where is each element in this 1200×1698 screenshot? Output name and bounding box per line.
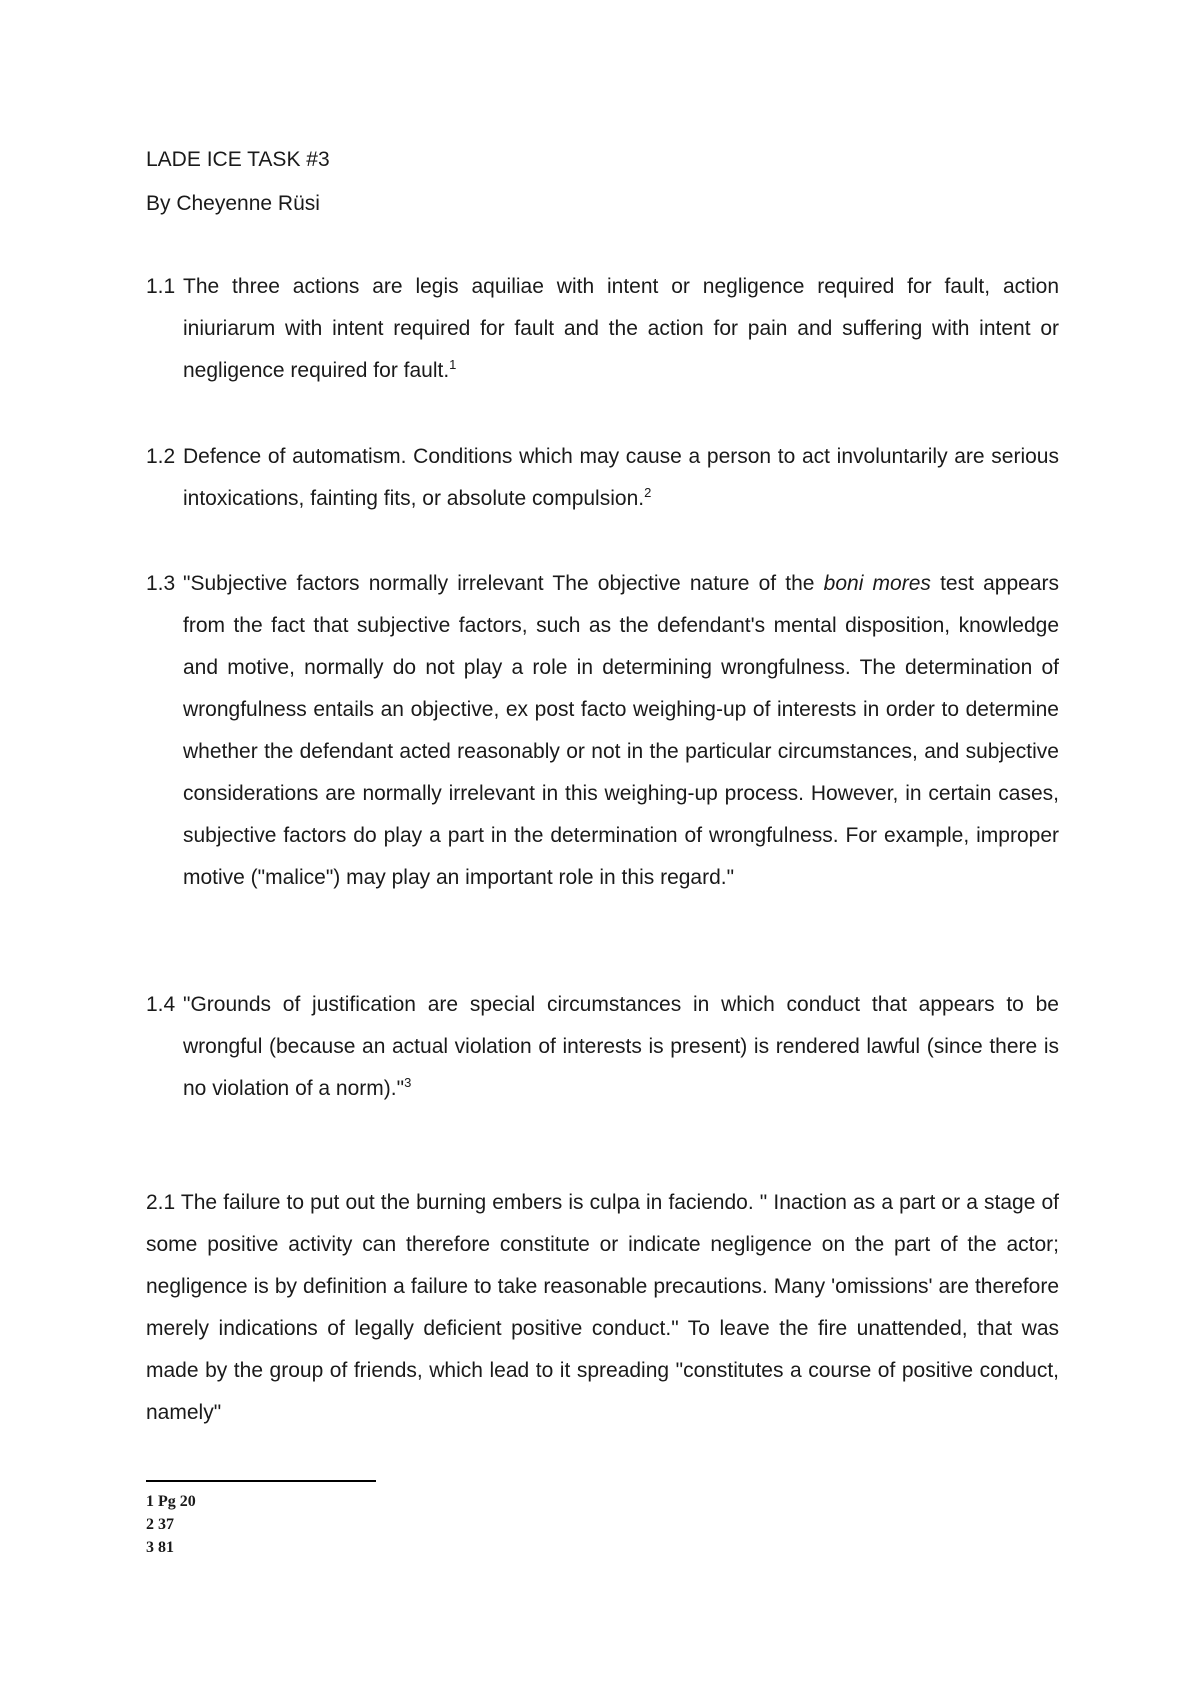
footnote-ref: 2 (644, 485, 652, 500)
footnote-separator (146, 1480, 376, 1482)
item-text-before: "Subjective factors normally irrelevant The objective nature of the (183, 572, 824, 595)
list-item-1-1 (146, 266, 1059, 392)
list-item-1-4 (146, 984, 1059, 1110)
section-2-paragraph: 2.1 The failure to put out the burning embers is culpa in faciendo. " Inaction as a part or a stage of some positive activity can therefore constitute or indicate negligence on the part of the actor; negligence is by definition a failure to take reasonable precautions. Many 'omissions' are therefore merely indications of legally deficient positive conduct." To leave the fire unattended, that was made by the group of friends, which lead to it spreading "constitutes a course of positive conduct, namely" (146, 1191, 1059, 1424)
footnotes (146, 1490, 196, 1559)
footnote-number: 2 (146, 1516, 154, 1533)
footnote-number: 1 (146, 1493, 154, 1510)
item-text-content: The three actions are legis aquiliae with intent or negligence required for fault, action iniuriarum with intent required for fault and the action for pain and suffering with intent or negligence required for fault. (183, 275, 1059, 382)
footnote-2 (146, 1513, 196, 1536)
item-text-content: Defence of automatism. Conditions which may cause a person to act involuntarily are serious intoxications, fainting fits, or absolute compulsion. (183, 445, 1059, 510)
document-title: LADE ICE TASK #3 (146, 148, 330, 171)
footnote-text: 81 (158, 1539, 174, 1556)
item-number: 1.3 (146, 572, 176, 595)
item-number: 1.2 (146, 445, 176, 468)
item-text-after: test appears from the fact that subjective factors, such as the defendant's mental disposition, knowledge and motive, normally do not play a role in determining wrongfulness. The determination of wrongfulness entails an objective, ex post facto weighing-up of interests in order to determine whether the defendant acted reasonably or not in the particular circumstances, and subjective considerations are normally irrelevant in this weighing-up process. However, in certain cases, subjective factors do play a part in the determination of wrongfulness. For example, improper motive ("malice") may play an important role in this regard." (183, 572, 1059, 889)
footnote-3 (146, 1536, 196, 1559)
item-number: 1.4 (146, 993, 176, 1016)
item-text (183, 266, 1059, 392)
item-text-italic: boni mores (823, 572, 931, 595)
item-text (183, 984, 1059, 1110)
list-item-1-2 (146, 436, 1059, 520)
list-item-1-3 (146, 563, 1059, 899)
footnote-ref: 1 (449, 357, 457, 372)
footnote-text: Pg 20 (158, 1493, 196, 1510)
item-number: 1.1 (146, 275, 176, 298)
item-text-content: "Grounds of justification are special circumstances in which conduct that appears to be wrongful (because an actual violation of interests is present) is rendered lawful (since there is no violation of a norm)." (183, 993, 1059, 1100)
document-author: By Cheyenne Rüsi (146, 192, 320, 215)
footnote-1 (146, 1490, 196, 1513)
item-text (183, 563, 1059, 899)
item-text (183, 436, 1059, 520)
footnote-number: 3 (146, 1539, 154, 1556)
footnote-text: 37 (158, 1516, 174, 1533)
footnote-ref: 3 (404, 1075, 412, 1090)
